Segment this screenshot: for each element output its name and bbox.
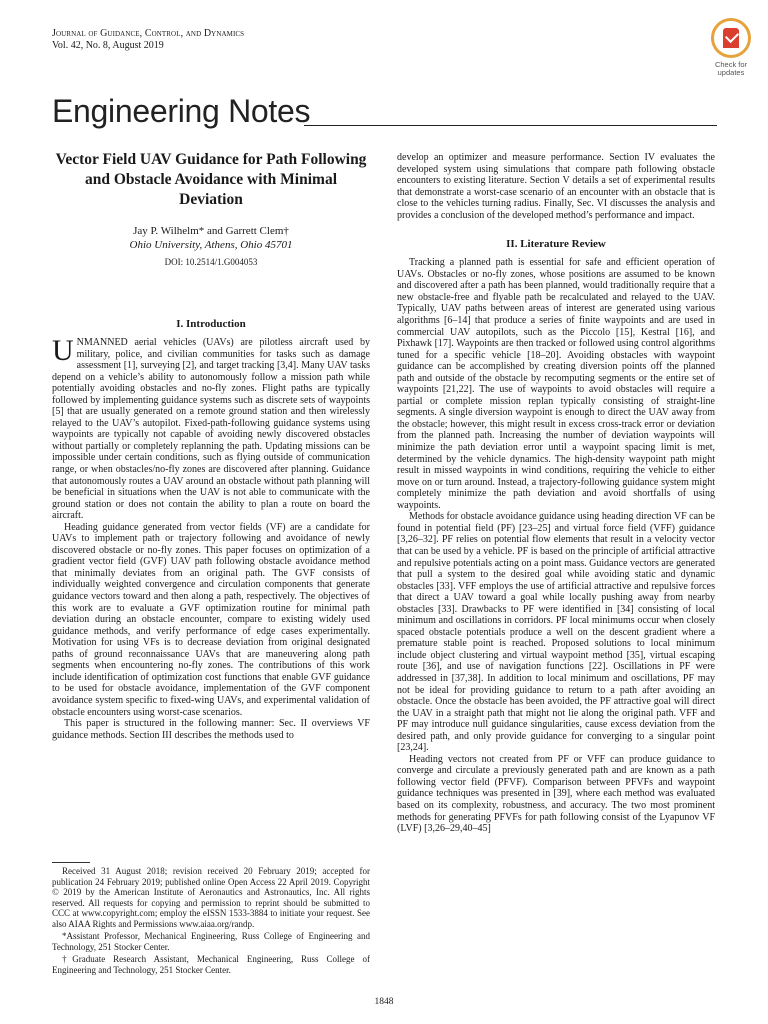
paper-doi[interactable]: DOI: 10.2514/1.G004053 [164, 257, 258, 267]
introduction-paragraph-2: Heading guidance generated from vector fields (VF) are a candidate for UAVs to implement path or trajectory following and avoidance of newly discovered obstacle or no-fly zones. This paper focuses on optimization of a gradient vector field (GVF) UAV path following obstacle avoidance method that minimally deviates from an original path. The GVF consists of individually weighted convergence and circulation components that generate guidance vectors toward and then along a path, respectively. The objectives of this work are to evaluate a GVF optimization routine for minimal path deviation during an obstacle encounter, compare to existing widely used guidance methods, and verify performance of edge cases experimentally. Motivation for using VFs is to decrease deviation from original designated paths of ground reconnaissance UAVs that are maneuvering along path segments when encountering no-fly zones. The contributions of this work include identification of optimization cost functions that enable GVF guidance to be used for obstacle avoidance, implementation of the GVF component avoidance system specific to fixed-wing UAVs, and experimental validation of obstacle encounters using worst-case scenarios. [52, 521, 370, 718]
journal-volume: Vol. 42, No. 8, August 2019 [52, 40, 164, 51]
literature-review-heading: II. Literature Review [506, 238, 606, 251]
footnotes [52, 862, 370, 977]
journal-name: Journal of Guidance, Control, and Dynamics [52, 28, 245, 39]
section-heading [52, 92, 717, 132]
drop-cap: U [52, 334, 74, 367]
introduction-paragraph-1-text: NMANNED aerial vehicles (UAVs) are pilotless aircraft used by military, police, and civilian communities for tasks such as damage assessment [1], surveying [2], and target tracking [3,4]. Many UAV tasks depend on a vehicle’s ability to autonomously follow a mission path while potentially avoiding obstacles and no-fly zones. Flight paths are typically followed by implementing guidance systems such as discrete sets of waypoints [5] that are usually generated on a remote ground station and then wirelessly relayed to the UAV’s autopilot. Fixed-path-following guidance systems using waypoints are typically not capable of avoiding newly discovered obstacles without partially or completely replanning the path. Updating missions can be impossible under certain conditions, such as flying outside of communication range, or when obstacles/no-fly zones are discovered after planning. Guidance that autonomously routes a UAV around an obstacle without path planning will be beneficial in situations when the UAV is not able to communicate with the ground station or does not contain the ability to plan a route on board the aircraft. [52, 337, 370, 522]
right-column [397, 152, 715, 835]
introduction-paragraph-1 [52, 334, 370, 522]
literature-paragraph-2: Methods for obstacle avoidance guidance using heading direction VF can be found in potential field (PF) [23–25] and virtual force field (VFF) guidance [3,26–32]. PF relies on potential flow elements that result in a velocity vector that can be used by a vehicle. PF is based on the principle of artificial attractive and repulsive potentials acting on a point mass. Guidance vectors are generated that pull a system to the desired goal while avoiding static and dynamic obstacles [33]. VFF employs the use of artificial attractive and repulsive forces that direct a UAV toward a goal while locally pushing away from nearby obstacles [33]. Drawbacks to PF were identified in [34] consisting of local minimum and oscillations in corridors. PF local minimums occur when closely spaced obstacle potentials produce a well on the descent gradient where a premature stable point is reached. Proposed solutions to local minimum include object clustering and virtual waypoint method [35], virtual escaping route [36], and use of navigation functions [22]. Oscillations in PF were addressed in [37,38]. In addition to local minimum and oscillations, PF may not be ideal for providing guidance to return to a path after avoiding an obstacle. Once the obstacle has been avoided, the PF attractive goal will direct the UAV in a straight path that might not lie along the original path. VFF and PF may introduce null guidance singularities, cause excess deviation from the desired path, and only provide guidance for converging to a singular point [23,24]. [397, 511, 715, 754]
left-column [52, 150, 370, 741]
check-for-updates-label: Check for updates [714, 60, 748, 77]
check-for-updates-icon [711, 18, 751, 58]
footnote-rule [52, 862, 90, 863]
paper-authors: Jay P. Wilhelm* and Garrett Clem† [133, 225, 289, 237]
introduction-paragraph-3: This paper is structured in the following manner: Sec. II overviews VF guidance methods. Section III describes the methods used to [52, 718, 370, 741]
check-for-updates-badge[interactable] [705, 18, 757, 84]
literature-paragraph-3: Heading vectors not created from PF or VFF can produce guidance to converge and circulate a previously generated path and are known as a path following vector field (PFVF). Comparison between PFVFs and waypoint guidance techniques was presented in [39], where each method was evaluated based on its complexity, robustness, and accuracy. The two most prominent methods for generating PFVFs for path following consist of the Lyapunov VF (LVF) [3,26–29,40–45] [397, 753, 715, 835]
introduction-continuation: develop an optimizer and measure performance. Section IV evaluates the developed system using simulations that compare path following obstacle encounters to existing literature. Section V details a set of experimental results that demonstrate a worst-case scenario of an encounter with an obstacle that is close to the vehicles turning radius. Finally, Sec. VI discusses the analysis and provides a conclusion of the developed method’s performance and impact. [397, 152, 715, 221]
literature-paragraph-1: Tracking a planned path is essential for safe and efficient operation of UAVs. Obstacles or no-fly zones, whose positions are assumed to be known and discovered after a path has been planned, would traditionally require that a new obstacle-free and flyable path be recalculated and relayed to the UAV. Typically, UAV paths between areas of interest are generated using various algorithms [6–14] that produce a series of finite waypoints and are used in commercial UAV autopilots, such as the Piccolo [15], Kestral [16], and Pixhawk [17]. Waypoints are then tracked or followed using control algorithms tuned for a specific vehicle [18–20]. Avoiding obstacles with waypoint guidance can be accomplished by creating diversion points off the planned path and outside of the obstacle by recomputing segments or the entire set of waypoints [21,22]. The use of waypoints to avoid obstacles will require a partial or complete mission replan typically consisting of straight-line segments. A single diversion waypoint is enough to direct the UAV away from the obstacle; however, this might result in excess cross-track error or deviation from the planned path. Increasing the number of deviation waypoints will minimize the path deviation error until a waypoint spacing limit is met, determined by the vehicle dynamics. The high-density waypoint path might result in missed waypoints in wind conditions, requiring the vehicle to either move on or turn around. Instead, a trajectory-following guidance system might completely minimize the path deviation and avoid shortfalls of using waypoints. [397, 257, 715, 511]
paper-affiliation: Ohio University, Athens, Ohio 45701 [129, 239, 293, 251]
page-number: 1848 [374, 997, 394, 1007]
section-heading-text: Engineering Notes [52, 93, 311, 129]
introduction-heading: I. Introduction [176, 318, 246, 330]
footnote-author-2: †Graduate Research Assistant, Mechanical Engineering, Russ College of Engineering and Technology, 251 Stocker Center. [52, 954, 370, 975]
paper-title: Vector Field UAV Guidance for Path Following and Obstacle Avoidance with Minimal Deviation [55, 151, 367, 208]
footnote-received: Received 31 August 2018; revision received 20 February 2019; accepted for publication 24 February 2019; published online Open Access 22 April 2019. Copyright © 2019 by the American Institute of Aeronautics and Astronautics, Inc. All rights reserved. All requests for copying and permission to reprint should be submitted to CCC at www.copyright.com; employ the eISSN 1533-3884 to initiate your request. See also AIAA Rights and Permissions www.aiaa.org/randp. [52, 866, 370, 929]
section-heading-rule [304, 125, 717, 126]
footnote-author-1: *Assistant Professor, Mechanical Engineering, Russ College of Engineering and Technology, 251 Stocker Center. [52, 931, 370, 952]
